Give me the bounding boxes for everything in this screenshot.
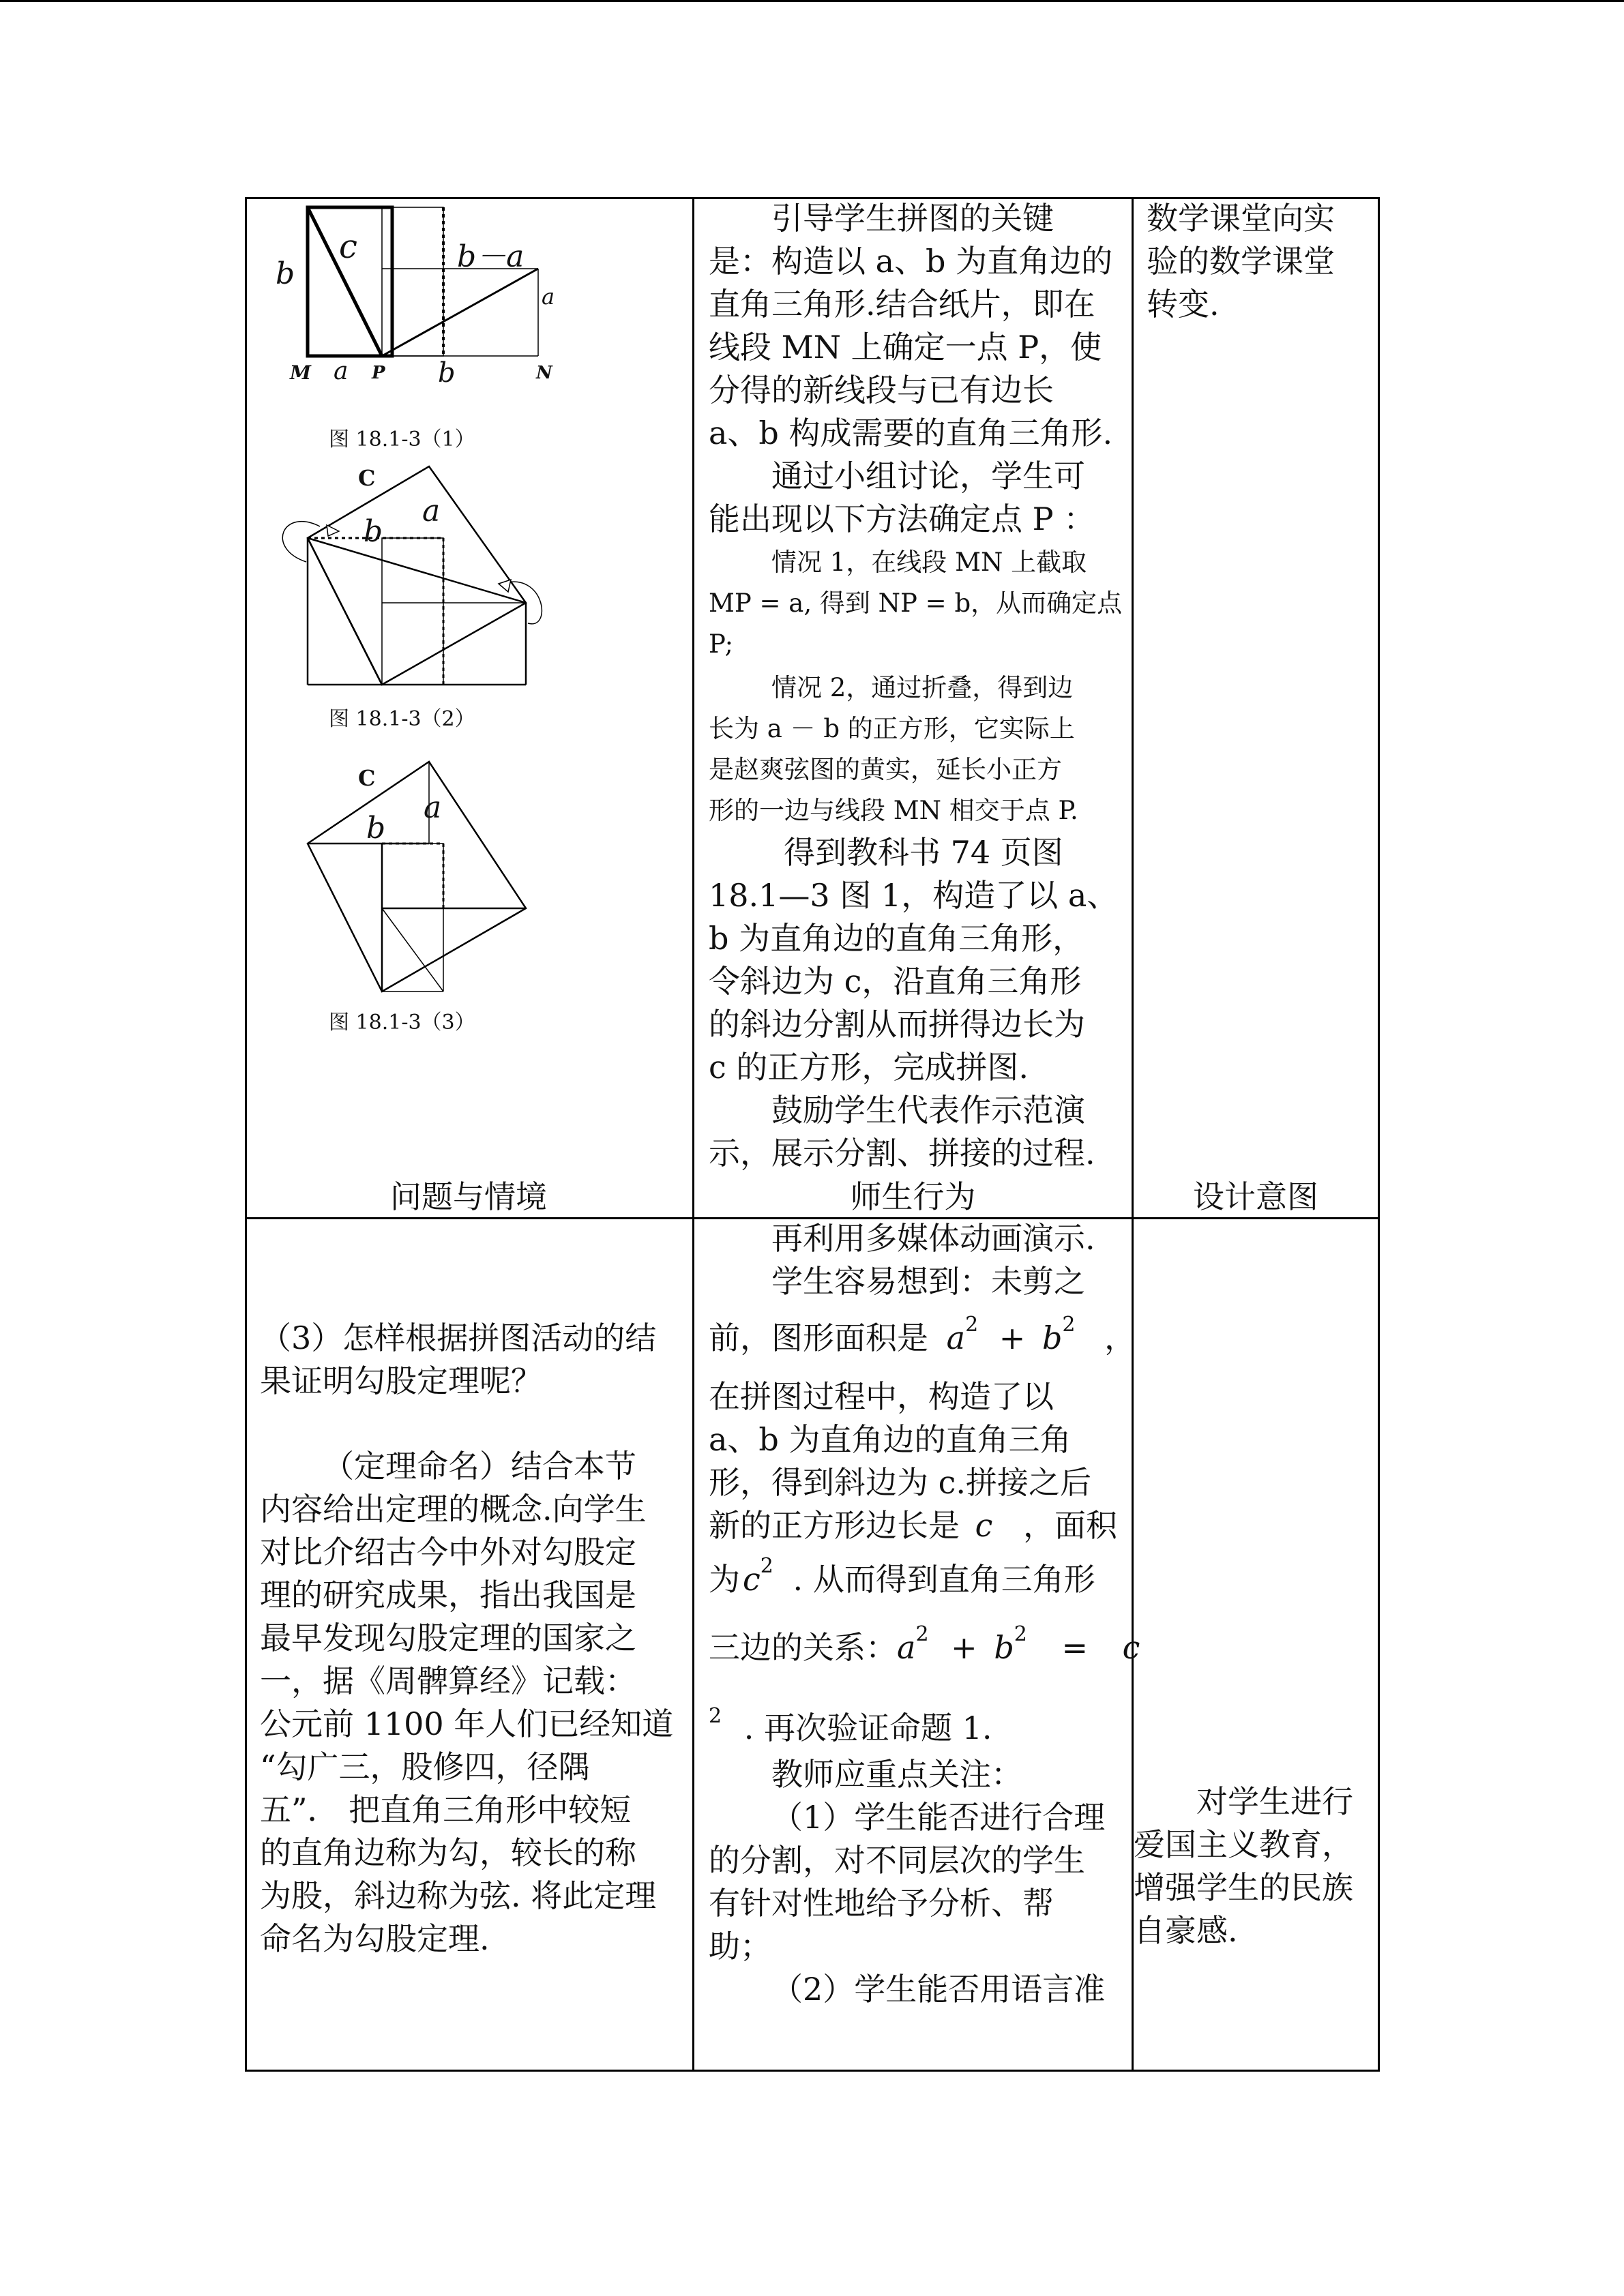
table-border-left: [245, 197, 247, 2072]
fig3-caption: 图 18.1-3（3）: [329, 1011, 475, 1034]
r2-line-1: 再利用多媒体动画演示.: [771, 1220, 1095, 1257]
p5-line-2: 18.1—3 图 1，构造了以 a、: [709, 877, 1119, 914]
formula-b: b: [1042, 1320, 1063, 1356]
r2-line-13: 的分割，对不同层次的学生: [709, 1842, 1085, 1879]
r2-line-2: 学生容易想到：未剪之: [771, 1263, 1085, 1300]
header-problem-situation: 问题与情境: [390, 1178, 547, 1215]
fig1-label-M: M: [290, 361, 311, 384]
fig2-label-a: a: [422, 494, 441, 528]
fig2-label-b: b: [364, 514, 383, 549]
relation-a: a: [897, 1629, 916, 1666]
p5-line-1: 得到教科书 74 页图: [784, 834, 1063, 871]
p1-line-3: 直角三角形.结合纸片，即在: [709, 286, 1095, 323]
formula-a-exp: 2: [965, 1313, 979, 1337]
p1-line-6: a、b 构成需要的直角三角形.: [709, 415, 1113, 451]
p6-line-1: 鼓励学生代表作示范演: [771, 1092, 1085, 1129]
formula-comma: ，: [1104, 1320, 1136, 1356]
p3-line-1: 情况 1，在线段 MN 上截取: [771, 548, 1087, 577]
page-top-border: [0, 0, 1624, 2]
header-teacher-student-activity: 师生行为: [850, 1178, 976, 1215]
intent2-line-4: 自豪感.: [1134, 1912, 1238, 1949]
r2-line-6: 形，得到斜边为 c.拼接之后: [709, 1464, 1092, 1501]
d-line-11: 为股，斜边称为弦. 将此定理: [260, 1877, 657, 1914]
header-design-intent: 设计意图: [1193, 1178, 1318, 1215]
r2-line-9-text: 三边的关系：: [709, 1629, 897, 1666]
d-line-1: （定理命名）结合本节: [323, 1448, 636, 1485]
p6-line-2: 示，展示分割、拼接的过程.: [709, 1135, 1095, 1172]
r2-line-12: （1）学生能否进行合理: [771, 1799, 1106, 1836]
table-column-divider-2: [1132, 197, 1134, 2072]
fig2-caption: 图 18.1-3（2）: [329, 707, 475, 731]
d-line-12: 命名为勾股定理.: [260, 1920, 490, 1957]
q-line-2: 果证明勾股定理呢？: [260, 1362, 542, 1399]
intent2-line-2: 爱国主义教育，: [1134, 1826, 1353, 1863]
fig1-label-b: b: [276, 256, 295, 291]
figure-18-1-3-2: [259, 460, 681, 746]
formula-a: a: [946, 1320, 966, 1356]
p4-line-3: 是赵爽弦图的黄实，延长小正方: [709, 755, 1062, 784]
r2-line-7-text: 新的正方形边长是: [709, 1507, 960, 1544]
relation-c-exp: 2: [709, 1704, 722, 1728]
r2-line-8-text: 为: [709, 1561, 740, 1598]
fig1-label-c: c: [339, 228, 357, 266]
p5-line-3: b 为直角边的直角三角形，: [709, 920, 1084, 957]
fig1-label-a-right: a: [542, 284, 555, 310]
fig1-label-N: N: [536, 363, 552, 383]
p1-line-1: 引导学生拼图的关键: [771, 200, 1054, 237]
r2-line-3: [709, 1313, 1136, 1360]
p3-line-3: P;: [709, 629, 734, 659]
table-column-divider-1: [692, 197, 694, 2072]
formula-c: c: [975, 1507, 993, 1544]
formula-b-exp: 2: [1062, 1313, 1076, 1337]
formula-c-sq: c: [743, 1561, 761, 1598]
p5-line-4: 令斜边为 c，沿直角三角形: [709, 963, 1082, 1000]
p4-line-1: 情况 2，通过折叠，得到边: [771, 673, 1074, 702]
r2-line-7: [709, 1504, 1117, 1547]
relation-a-exp: 2: [915, 1622, 929, 1646]
table-border-right: [1378, 197, 1380, 2072]
intent1-line-1: 数学课堂向实: [1147, 200, 1335, 237]
figure-18-1-3-1: [259, 200, 681, 453]
lesson-plan-table: [245, 197, 1380, 2072]
fig3-label-C: C: [358, 765, 376, 791]
r2-line-11: 教师应重点关注：: [771, 1756, 1022, 1793]
r2-line-8-end: . 从而得到直角三角形: [793, 1561, 1095, 1598]
p3-line-2: MP = a, 得到 NP = b，从而确定点: [709, 588, 1123, 618]
r2-line-15: 助；: [709, 1928, 771, 1965]
d-line-5: 最早发现勾股定理的国家之: [260, 1620, 636, 1656]
formula-plus: +: [999, 1320, 1026, 1356]
r2-line-5: a、b 为直角边的直角三角: [709, 1421, 1072, 1458]
r2-line-10: [709, 1695, 992, 1750]
p1-line-2: 是：构造以 a、b 为直角边的: [709, 243, 1113, 280]
p2-line-2: 能出现以下方法确定点 P ：: [709, 501, 1095, 537]
p1-line-5: 分得的新线段与已有边长: [709, 372, 1054, 408]
fig3-label-a: a: [424, 790, 442, 825]
d-line-10: 的直角边称为勾，较长的称: [260, 1834, 636, 1871]
p4-line-4: 形的一边与线段 MN 相交于点 P.: [709, 796, 1078, 825]
intent1-line-3: 转变.: [1147, 286, 1220, 323]
p5-line-5: 的斜边分割从而拼得边长为: [709, 1006, 1085, 1043]
r2-line-4: 在拼图过程中，构造了以: [709, 1378, 1054, 1415]
q-line-1: （3）怎样根据拼图活动的结: [260, 1320, 657, 1356]
d-line-7: 公元前 1100 年人们已经知道: [260, 1705, 674, 1742]
p5-line-6: c 的正方形，完成拼图.: [709, 1049, 1029, 1086]
fig1-label-b-bottom: b: [438, 357, 456, 389]
r2-line-8: [709, 1554, 1095, 1601]
d-line-3: 对比介绍古今中外对勾股定: [260, 1534, 636, 1570]
fig1-caption: 图 18.1-3（1）: [329, 428, 475, 451]
r2-line-14: 有针对性地给予分析、帮: [709, 1885, 1054, 1922]
relation-c: c: [1122, 1629, 1140, 1666]
p2-line-1: 通过小组讨论，学生可: [771, 458, 1085, 494]
r2-line-9: [709, 1622, 1140, 1669]
r2-line-10-text: . 再次验证命题 1.: [743, 1710, 992, 1746]
figure-18-1-3-3: [259, 756, 681, 1049]
d-line-6: 一，据《周髀算经》记载：: [260, 1663, 636, 1699]
d-line-4: 理的研究成果，指出我国是: [260, 1577, 636, 1613]
fig1-label-a-bottom: a: [334, 357, 349, 385]
d-line-9: 五”． 把直角三角形中较短: [260, 1791, 632, 1828]
relation-b-exp: 2: [1014, 1622, 1027, 1646]
intent2-line-1: 对学生进行: [1196, 1783, 1353, 1820]
table-border-bottom: [245, 2070, 1380, 2072]
relation-plus: +: [951, 1629, 977, 1666]
intent2-line-3: 增强学生的民族: [1134, 1869, 1353, 1906]
r2-line-16: （2）学生能否用语言准: [771, 1971, 1106, 2008]
d-line-2: 内容给出定理的概念.向学生: [260, 1491, 647, 1527]
p1-line-4: 线段 MN 上确定一点 P，使: [709, 329, 1102, 366]
fig1-label-P: P: [372, 363, 385, 383]
fig1-label-b-minus-a: b－a: [457, 239, 525, 274]
relation-equals: =: [1061, 1629, 1089, 1666]
p4-line-2: 长为 a － b 的正方形，它实际上: [709, 714, 1075, 743]
relation-b: b: [994, 1629, 1014, 1666]
fig3-label-b: b: [366, 811, 386, 846]
fig2-label-C: C: [358, 465, 376, 491]
r2-line-3-text: 前，图形面积是: [709, 1320, 928, 1356]
r2-line-7-end: ，面积: [1023, 1507, 1118, 1544]
formula-c-exp: 2: [760, 1554, 773, 1578]
intent1-line-2: 验的数学课堂: [1147, 243, 1335, 280]
d-line-8: “勾广三，股修四，径隅: [260, 1748, 590, 1785]
